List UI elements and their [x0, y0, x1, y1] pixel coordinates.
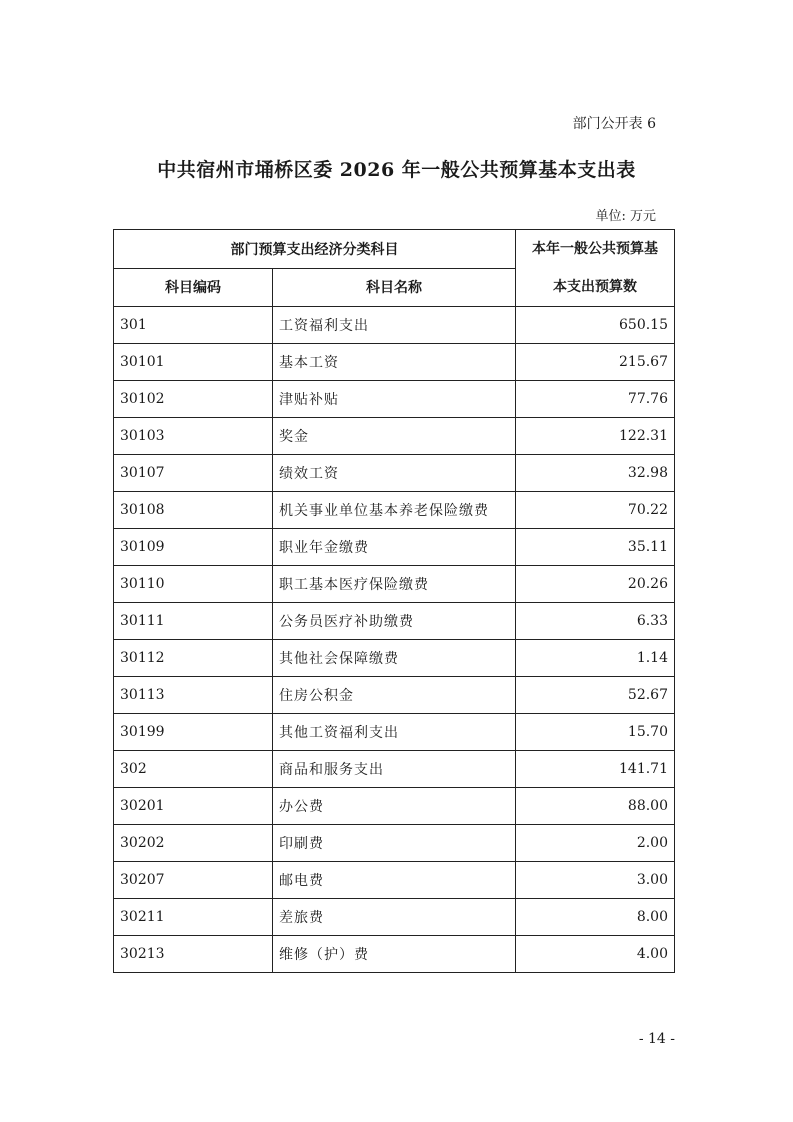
amount-cell: 20.26 [516, 566, 675, 603]
amount-cell: 52.67 [516, 677, 675, 714]
code-cell: 30107 [114, 455, 273, 492]
group-header: 部门预算支出经济分类科目 [114, 230, 516, 269]
code-cell: 30207 [114, 862, 273, 899]
code-cell: 30199 [114, 714, 273, 751]
name-cell: 印刷费 [273, 825, 516, 862]
name-cell: 津贴补贴 [273, 381, 516, 418]
unit-label: 单位: 万元 [595, 209, 656, 224]
name-cell: 住房公积金 [273, 677, 516, 714]
page-number: - 14 - [638, 1031, 675, 1047]
table-row [114, 825, 675, 862]
name-cell: 维修（护）费 [273, 936, 516, 973]
code-cell: 30101 [114, 344, 273, 381]
name-cell: 办公费 [273, 788, 516, 825]
budget-table [113, 229, 675, 973]
page-title: 中共宿州市埇桥区委 2026 年一般公共预算基本支出表 [157, 159, 636, 181]
table-row [114, 381, 675, 418]
table-row [114, 751, 675, 788]
table-row [114, 418, 675, 455]
table-row [114, 899, 675, 936]
name-cell: 邮电费 [273, 862, 516, 899]
table-row [114, 936, 675, 973]
code-cell: 30213 [114, 936, 273, 973]
name-cell: 差旅费 [273, 899, 516, 936]
amount-cell: 2.00 [516, 825, 675, 862]
amount-cell: 4.00 [516, 936, 675, 973]
table-row [114, 677, 675, 714]
amount-cell: 215.67 [516, 344, 675, 381]
amount-header [516, 230, 675, 307]
name-cell: 其他工资福利支出 [273, 714, 516, 751]
amount-cell: 88.00 [516, 788, 675, 825]
name-cell: 其他社会保障缴费 [273, 640, 516, 677]
code-cell: 30111 [114, 603, 273, 640]
code-cell: 30108 [114, 492, 273, 529]
name-header: 科目名称 [273, 268, 516, 307]
amount-cell: 32.98 [516, 455, 675, 492]
amount-cell: 8.00 [516, 899, 675, 936]
amount-cell: 77.76 [516, 381, 675, 418]
code-cell: 30112 [114, 640, 273, 677]
code-cell: 301 [114, 307, 273, 344]
table-row [114, 640, 675, 677]
amount-cell: 70.22 [516, 492, 675, 529]
code-cell: 30103 [114, 418, 273, 455]
table-body [114, 307, 675, 973]
name-cell: 绩效工资 [273, 455, 516, 492]
code-cell: 30110 [114, 566, 273, 603]
code-cell: 30202 [114, 825, 273, 862]
name-cell: 职业年金缴费 [273, 529, 516, 566]
code-cell: 30102 [114, 381, 273, 418]
table-row [114, 603, 675, 640]
code-header: 科目编码 [114, 268, 273, 307]
amount-cell: 650.15 [516, 307, 675, 344]
amount-cell: 6.33 [516, 603, 675, 640]
amount-header-line2: 本支出预算数 [553, 279, 637, 295]
code-cell: 30201 [114, 788, 273, 825]
name-cell: 奖金 [273, 418, 516, 455]
code-cell: 30113 [114, 677, 273, 714]
table-row [114, 455, 675, 492]
amount-cell: 1.14 [516, 640, 675, 677]
form-label: 部门公开表 6 [572, 116, 656, 132]
name-cell: 工资福利支出 [273, 307, 516, 344]
amount-cell: 122.31 [516, 418, 675, 455]
name-cell: 职工基本医疗保险缴费 [273, 566, 516, 603]
table-row [114, 492, 675, 529]
code-cell: 30109 [114, 529, 273, 566]
amount-cell: 3.00 [516, 862, 675, 899]
name-cell: 机关事业单位基本养老保险缴费 [273, 492, 516, 529]
amount-cell: 141.71 [516, 751, 675, 788]
name-cell: 基本工资 [273, 344, 516, 381]
table-row [114, 344, 675, 381]
name-cell: 公务员医疗补助缴费 [273, 603, 516, 640]
amount-cell: 35.11 [516, 529, 675, 566]
table-row [114, 862, 675, 899]
table-row [114, 788, 675, 825]
amount-cell: 15.70 [516, 714, 675, 751]
amount-header-line1: 本年一般公共预算基 [532, 241, 658, 257]
table-row [114, 529, 675, 566]
name-cell: 商品和服务支出 [273, 751, 516, 788]
code-cell: 302 [114, 751, 273, 788]
code-cell: 30211 [114, 899, 273, 936]
table-row [114, 714, 675, 751]
table-row [114, 307, 675, 344]
table-row [114, 566, 675, 603]
